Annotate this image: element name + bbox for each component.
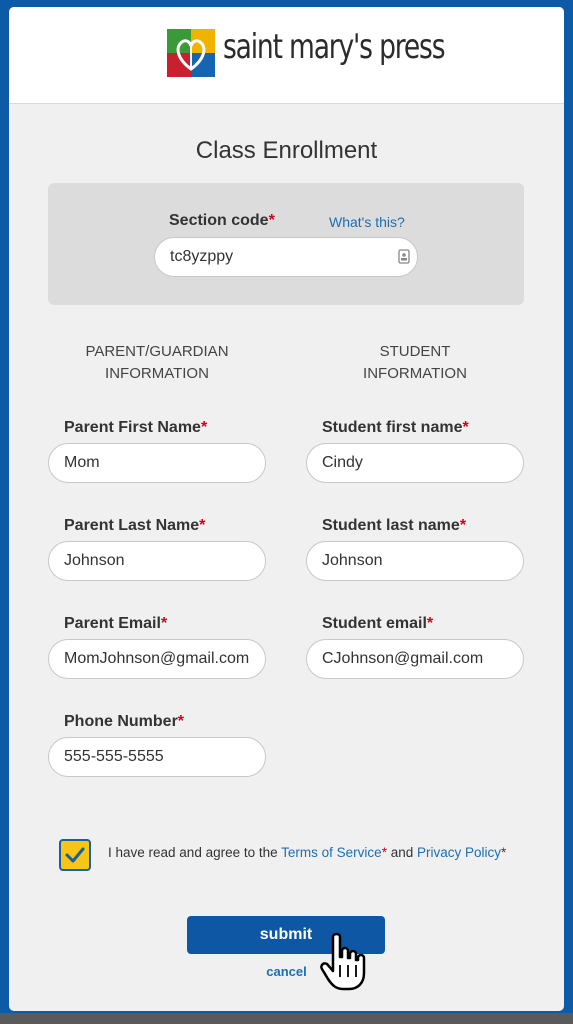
page-title: Class Enrollment xyxy=(195,137,378,164)
privacy-policy-link[interactable]: Privacy Policy xyxy=(417,845,502,860)
submit-button[interactable]: submit xyxy=(187,916,385,954)
terms-of-service-link[interactable]: Terms of Service xyxy=(281,845,382,860)
parent-last-name-label: Parent Last Name* xyxy=(64,517,206,534)
header xyxy=(9,7,564,104)
brand-name: saint mary's press xyxy=(223,27,445,67)
student-last-name-label: Student last name* xyxy=(322,517,467,534)
whats-this-link[interactable]: What's this? xyxy=(329,214,405,230)
student-first-name-input[interactable] xyxy=(306,443,524,483)
agree-checkbox[interactable] xyxy=(59,839,91,871)
section-code-label: Section code* xyxy=(169,212,275,229)
parent-heading-line1: PARENT/GUARDIAN xyxy=(85,343,229,360)
parent-first-name-input[interactable] xyxy=(48,443,266,483)
checkmark-icon xyxy=(65,846,85,864)
contact-card-icon xyxy=(398,249,410,264)
agreement-text: I have read and agree to the Terms of Service* and Privacy Policy* xyxy=(108,845,507,860)
parent-first-name-label: Parent First Name* xyxy=(64,419,208,436)
section-code-panel xyxy=(48,183,524,305)
cancel-link[interactable]: cancel xyxy=(266,964,307,979)
section-code-input[interactable] xyxy=(154,237,418,277)
student-first-name-label: Student first name* xyxy=(322,419,469,436)
agree-label: I have read and agree to the xyxy=(108,845,278,860)
phone-number-label: Phone Number* xyxy=(64,713,185,730)
enrollment-modal xyxy=(9,7,564,1011)
logo-icon xyxy=(167,29,215,77)
parent-email-label: Parent Email* xyxy=(64,615,168,632)
parent-email-input[interactable] xyxy=(48,639,266,679)
student-email-label: Student email* xyxy=(322,615,434,632)
parent-last-name-input[interactable] xyxy=(48,541,266,581)
student-last-name-input[interactable] xyxy=(306,541,524,581)
student-heading-line2: INFORMATION xyxy=(363,365,467,382)
parent-section-heading xyxy=(48,341,266,385)
hand-cursor-icon xyxy=(319,931,367,991)
agree-and: and xyxy=(390,845,414,860)
student-heading-line1: STUDENT xyxy=(379,343,451,360)
student-email-input[interactable] xyxy=(306,639,524,679)
phone-number-input[interactable] xyxy=(48,737,266,777)
bottom-bar xyxy=(0,1013,573,1024)
student-section-heading xyxy=(306,341,524,385)
parent-heading-line2: INFORMATION xyxy=(105,365,209,382)
